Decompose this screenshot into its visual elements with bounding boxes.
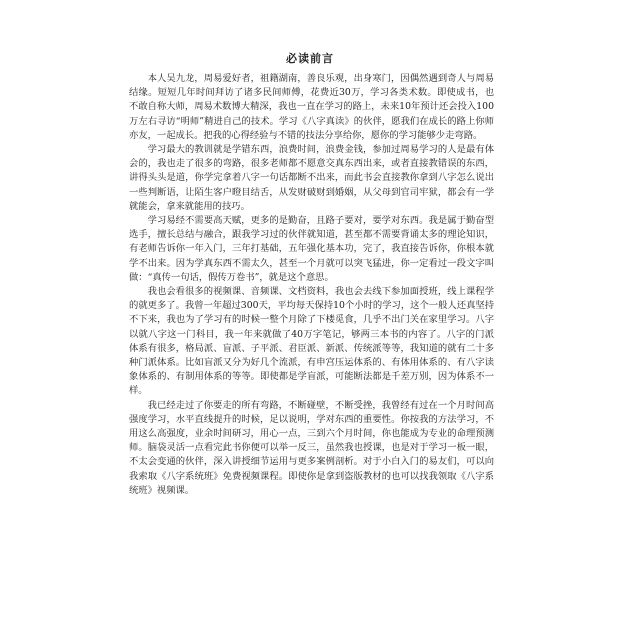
page-title: 必读前言	[286, 52, 334, 65]
document-body	[129, 72, 494, 498]
paragraph: 我也会看很多的视频课、音频课、文档资料，我也会去线下参加面授班，线上课程学的就更多了。我曾一年超过300天，平均每天保持10个小时的学习，这个一般人还真坚持不下来，我也为了学习有的时候一整个月除了下楼觅食，几乎不出门关在家里学习。八字以就八字这一门科目，我一年来就做了40万字笔记，够两三本书的内容了。八字的门派体系有很多，格局派、盲派、子平派、君臣派、新派、传统派等等，我知道的就有二十多种门派体系。比如盲派又分为好几个流派，有申宫压运体系的、有体用体系的、有八字读象体系的、有制用体系的等等。即使都是学盲派，可能断法都是千差万别，因为体系不一样。	[129, 286, 494, 397]
paragraph: 我已经走过了你要走的所有弯路，不断碰壁，不断受挫，我曾经有过在一个月时间高强度学习，水平直线提升的时候，足以说明，学对东西的重要性。你按我的方法学习，不用这么高强度，业余时间研习，用心一点，三到六个月时间，你也能成为专业的命理预测师。脑袋灵活一点看完此书你便可以举一反三，虽然我也授课，也是对于学习一板一眼，不太会变通的伙伴，深入讲授细节运用与更多案例剖析。对于小白入门的易友们，可以向我索取《八字系统班》免费视频课程。即使你是拿到盗版教材的也可以找我领取《八字系统班》视频课。	[129, 399, 494, 496]
paragraph: 学习最大的教训就是学错东西，浪费时间，浪费金钱，参加过周易学习的人是最有体会的，我也走了很多的弯路，很多老师都不愿意交真东西出来，或者直接教错误的东西，讲得头头是道，你学完拿着八字一句话都断不出来，而此书会直接教你拿到八字怎么说出一些判断语，让陌生客户瞪目结舌，从发财破财到婚姻，从父母到官司牢狱，都会有一学就能会，拿来就能用的技巧。	[129, 144, 494, 212]
paragraph: 本人吴九龙，周易爱好者，祖籍湖南，善良乐观，出身寒门，因偶然遇到奇人与周易结缘。短短几年时间拜访了诸多民间师傅，花费近30万，学习各类术数。即使成书，也不敢自称大师，周易术数博大精深，我也一直在学习的路上，未来10年预计还会投入100万左右寻访“明师”精进自己的技术。学习《八字真读》的伙伴，愿我们在成长的路上你师亦友，一起成长。把我的心得经验与不错的技法分享给你，愿你的学习能够少走弯路。	[129, 73, 494, 141]
paragraph: 学习易经不需要高天赋，更多的是勤奋，且路子要对，要学对东西。我是属于勤奋型选手，擅长总结与融合，跟我学习过的伙伴就知道，甚至都不需要背诵太多的理论知识，有老师告诉你一年入门，三年打基础，五年强化基本功，完了，我直接告诉你，你根本就学不出来。因为学真东西不需太久，甚至一个月就可以突飞猛进，你一定看过一段文字叫做：“真传一句话，假传万卷书”，就是这个意思。	[129, 215, 494, 283]
